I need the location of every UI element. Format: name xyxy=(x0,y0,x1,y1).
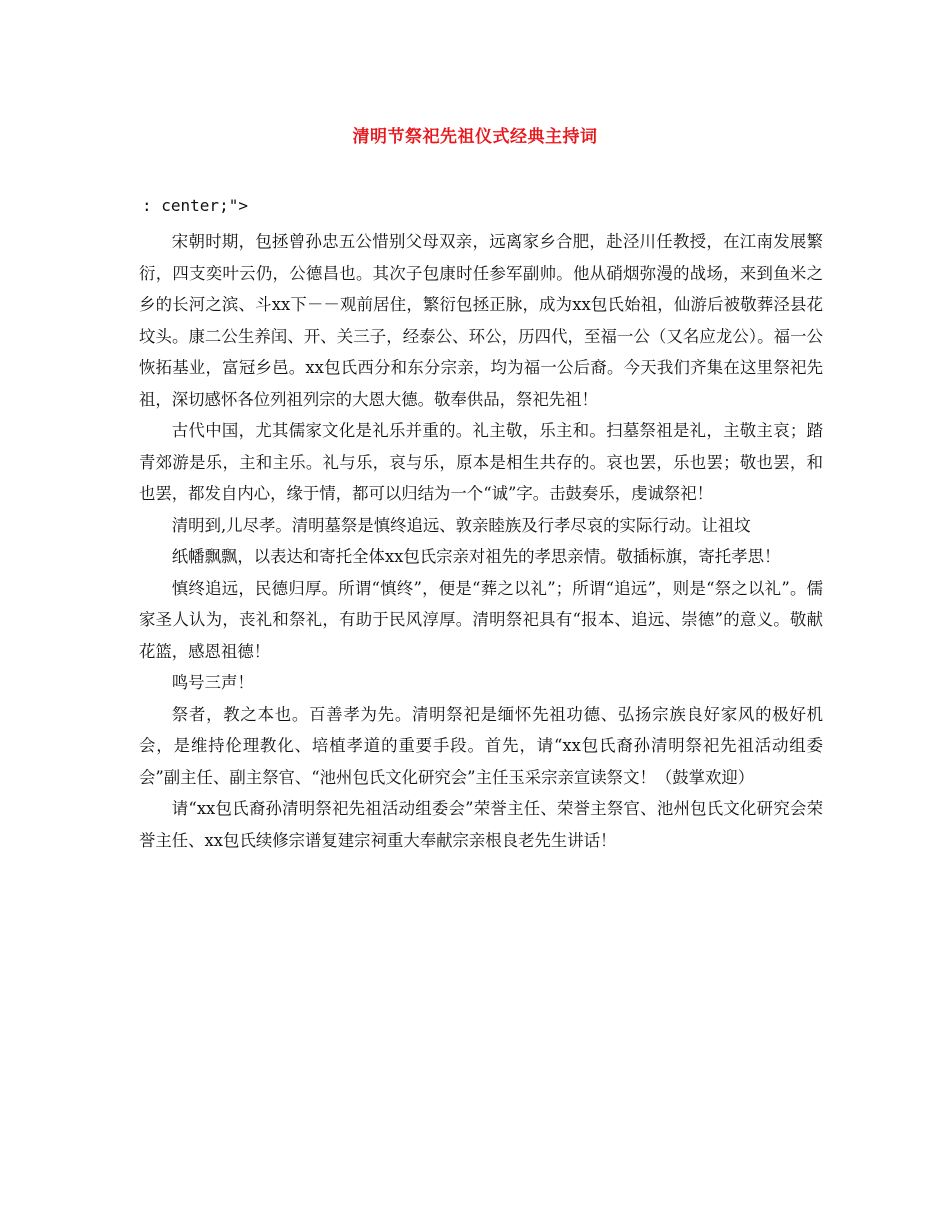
paragraph-ancestry: 宋朝时期，包拯曾孙忠五公惜别父母双亲，远离家乡合肥，赴泾川任教授，在江南发展繁衍，四支奕叶云仍，公德昌也。其次子包康时任参军副帅。他从硝烟弥漫的战场，来到鱼米之乡的长河之滨、斗xx下－－观前居住，繁衍包拯正脉，成为xx包氏始祖，仙游后被敬葬泾县花坟头。康二公生养闰、开、关三子，经泰公、环公，历四代，至福一公（又名应龙公）。福一公恢拓基业，富冠乡邑。xx包氏西分和东分宗亲，均为福一公后裔。今天我们齐集在这里祭祀先祖，深切感怀各位列祖列宗的大恩大德。敬奉供品，祭祀先祖！ xyxy=(139,232,823,409)
paragraph-horn-salute: 鸣号三声！ xyxy=(171,673,254,692)
paragraph-paper-banners: 纸幡飘飘，以表达和寄托全体xx包氏宗亲对祖先的孝思亲情。敬插标旗，寄托孝思！ xyxy=(171,547,781,566)
paragraph-eulogy-reading: 祭者，教之本也。百善孝为先。清明祭祀是缅怀先祖功德、弘扬宗族良好家风的极好机会，是维持伦理教化、培植孝道的重要手段。首先，请“xx包氏裔孙清明祭祀先祖活动组委会”副主任、副主祭官、“池州包氏文化研究会”主任玉采宗亲宣读祭文！（鼓掌欢迎） xyxy=(139,704,823,787)
markup-artifact-text: : center;"> xyxy=(142,196,248,215)
document-body xyxy=(139,226,823,856)
paragraph-remember-ancestors: 慎终追远，民德归厚。所谓“慎终”，便是“葬之以礼”；所谓“追远”，则是“祭之以礼”。儒家圣人认为，丧礼和祭礼，有助于民风淳厚。清明祭祀具有“报本、追远、崇德”的意义。敬献花篮，感恩祖德！ xyxy=(139,578,823,661)
paragraph-elder-speech: 请“xx包氏裔孙清明祭祀先祖活动组委会”荣誉主任、荣誉主祭官、池州包氏文化研究会荣誉主任、xx包氏续修宗谱复建宗祠重大奉献宗亲根良老先生讲话！ xyxy=(139,799,823,850)
paragraph-rites-music: 古代中国，尤其儒家文化是礼乐并重的。礼主敬，乐主和。扫墓祭祖是礼，主敬主哀；踏青郊游是乐，主和主乐。礼与乐，哀与乐，原本是相生共存的。哀也罢，乐也罢；敬也罢，和也罢，都发自内心，缘于情，都可以归结为一个“诚”字。击鼓奏乐，虔诚祭祀！ xyxy=(139,421,823,503)
document-title: 清明节祭祀先祖仪式经典主持词 xyxy=(352,127,598,147)
paragraph-qingming-filial: 清明到,儿尽孝。清明墓祭是慎终追远、敦亲睦族及行孝尽哀的实际行动。让祖坟 xyxy=(171,515,751,535)
